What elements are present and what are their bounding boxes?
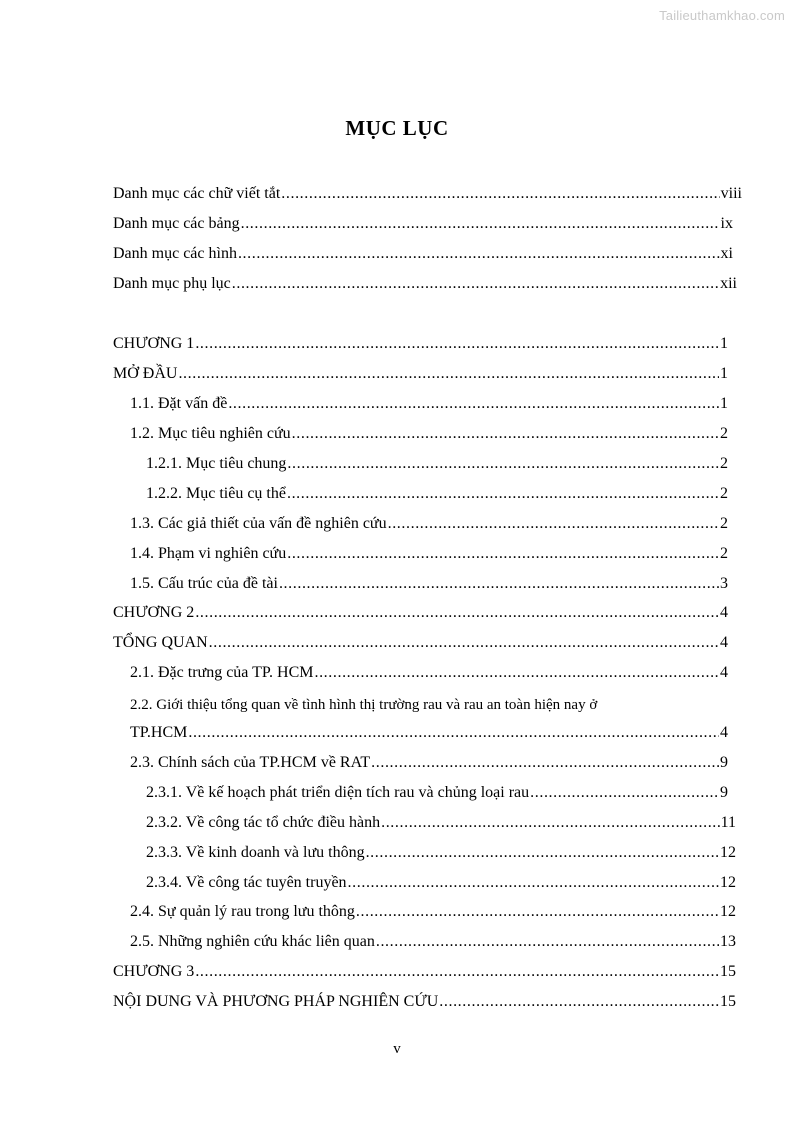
toc-entry-page: 9: [720, 754, 728, 771]
toc-entry-label: 1.4. Phạm vi nghiên cứu: [130, 545, 287, 562]
toc-entry[interactable]: [113, 634, 728, 652]
toc-entry-label: 1.2. Mục tiêu nghiên cứu: [130, 425, 291, 442]
toc-entry[interactable]: [130, 515, 728, 533]
toc-entry[interactable]: [113, 185, 742, 203]
toc-entry[interactable]: [146, 874, 736, 892]
toc-entry-label: 2.5. Những nghiên cứu khác liên quan: [130, 933, 375, 950]
toc-entry[interactable]: [130, 664, 728, 682]
toc-entry[interactable]: [113, 245, 733, 263]
toc-leader-dots: [376, 933, 719, 951]
toc-leader-dots: [232, 275, 719, 293]
toc-entry-page: 2: [720, 515, 728, 532]
toc-entry-page: 9: [720, 784, 728, 801]
toc-entry-label: 1.2.2. Mục tiêu cụ thể: [146, 485, 286, 502]
toc-entry-label: 2.3.4. Về công tác tuyên truyền: [146, 874, 347, 891]
toc-leader-dots: [228, 395, 719, 413]
toc-entry-page: xii: [720, 275, 737, 292]
toc-entry[interactable]: [113, 963, 736, 981]
toc-entry-page: 1: [720, 335, 728, 352]
toc-entry[interactable]: [146, 844, 736, 862]
toc-leader-dots: [530, 784, 719, 802]
toc-entry-page: 2: [720, 425, 728, 442]
toc-entry[interactable]: [130, 903, 736, 921]
toc-leader-dots: [241, 215, 720, 233]
toc-leader-dots: [287, 455, 719, 473]
toc-entry-label: 1.3. Các giả thiết của vấn đề nghiên cứu: [130, 515, 387, 532]
toc-entry[interactable]: [146, 485, 728, 503]
toc-entry-label: TP.HCM: [130, 724, 188, 741]
toc-entry-wrapped-label[interactable]: 2.2. Giới thiệu tổng quan về tình hình thị trường rau và rau an toàn hiện nay ở: [130, 697, 598, 713]
toc-leader-dots: [348, 874, 719, 892]
toc-leader-dots: [381, 814, 720, 832]
toc-entry[interactable]: [130, 425, 728, 443]
toc-leader-dots: [292, 425, 719, 443]
toc-entry-label: Danh mục các chữ viết tắt: [113, 185, 281, 202]
toc-leader-dots: [287, 545, 719, 563]
toc-entry[interactable]: [130, 395, 728, 413]
toc-entry[interactable]: [130, 575, 728, 593]
toc-entry-label: 1.1. Đặt vấn đề: [130, 395, 228, 412]
toc-entry[interactable]: [113, 365, 728, 383]
toc-entry-label: CHƯƠNG 1: [113, 335, 195, 352]
toc-entry[interactable]: [146, 455, 728, 473]
toc-leader-dots: [188, 724, 719, 742]
toc-leader-dots: [281, 185, 719, 203]
toc-entry-label: 1.5. Cấu trúc của đề tài: [130, 575, 278, 592]
toc-leader-dots: [287, 485, 719, 503]
toc-leader-dots: [366, 844, 719, 862]
toc-entry-label: 2.3.3. Về kinh doanh và lưu thông: [146, 844, 365, 861]
toc-entry-label: 2.3.1. Về kế hoạch phát triển diện tích rau và chủng loại rau: [146, 784, 530, 801]
toc-entry-page: 4: [720, 664, 728, 681]
toc-entry-label: 2.4. Sự quản lý rau trong lưu thông: [130, 903, 355, 920]
toc-entry-label: TỔNG QUAN: [113, 634, 208, 651]
toc-entry-page: 4: [720, 724, 728, 741]
toc-entry-page: 15: [720, 963, 736, 980]
toc-leader-dots: [388, 515, 719, 533]
toc-leader-dots: [209, 634, 719, 652]
toc-entry-label: NỘI DUNG VÀ PHƯƠNG PHÁP NGHIÊN CỨU: [113, 993, 439, 1010]
toc-entry-page: 1: [720, 365, 728, 382]
toc-entry[interactable]: [113, 335, 728, 353]
toc-entry-page: 12: [720, 903, 736, 920]
toc-entry-label: 2.1. Đặc trưng của TP. HCM: [130, 664, 314, 681]
toc-entry-label: Danh mục phụ lục: [113, 275, 231, 292]
toc-entry-label: CHƯƠNG 3: [113, 963, 195, 980]
toc-entry-page: 11: [720, 814, 736, 831]
toc-entry[interactable]: [113, 215, 733, 233]
toc-leader-dots: [314, 664, 719, 682]
toc-entry[interactable]: [130, 754, 728, 772]
toc-leader-dots: [356, 903, 719, 921]
toc-entry-page: 2: [720, 545, 728, 562]
toc-entry-page: 2: [720, 485, 728, 502]
toc-leader-dots: [371, 754, 719, 772]
toc-entry[interactable]: [146, 784, 728, 802]
toc-entry-page: ix: [720, 215, 733, 232]
page-number: v: [393, 1041, 401, 1057]
toc-entry-page: 4: [720, 634, 728, 651]
toc-leader-dots: [195, 604, 719, 622]
toc-entry[interactable]: [130, 545, 728, 563]
toc-entry-label: 1.2.1. Mục tiêu chung: [146, 455, 287, 472]
toc-entry[interactable]: [130, 933, 736, 951]
toc-entry-label: MỞ ĐẦU: [113, 365, 178, 382]
toc-leader-dots: [195, 963, 719, 981]
toc-entry-page: 2: [720, 455, 728, 472]
toc-entry-label: Danh mục các hình: [113, 245, 237, 262]
toc-entry[interactable]: [113, 275, 737, 293]
toc-entry[interactable]: [146, 814, 736, 832]
toc-entry-label: CHƯƠNG 2: [113, 604, 195, 621]
toc-entry-label: Danh mục các bảng: [113, 215, 240, 232]
toc-entry[interactable]: [113, 993, 736, 1011]
toc-leader-dots: [195, 335, 719, 353]
toc-entry-page: 15: [720, 993, 736, 1010]
toc-entry-page: 3: [720, 575, 728, 592]
toc-entry-page: 13: [720, 933, 736, 950]
toc-leader-dots: [238, 245, 720, 263]
toc-leader-dots: [279, 575, 719, 593]
toc-entry[interactable]: [130, 724, 728, 742]
page-title: MỤC LỤC: [345, 116, 449, 140]
toc-entry-page: viii: [720, 185, 742, 202]
toc-entry-page: 1: [720, 395, 728, 412]
toc-leader-dots: [439, 993, 719, 1011]
toc-entry-page: 12: [720, 844, 736, 861]
toc-entry-page: 12: [720, 874, 736, 891]
watermark: Tailieuthamkhao.com: [659, 8, 785, 23]
toc-entry-page: xi: [720, 245, 733, 262]
toc-leader-dots: [178, 365, 719, 383]
toc-entry-label: 2.3. Chính sách của TP.HCM về RAT: [130, 754, 371, 771]
toc-entry[interactable]: [113, 604, 728, 622]
toc-entry-label: 2.3.2. Về công tác tổ chức điều hành: [146, 814, 381, 831]
toc-entry-page: 4: [720, 604, 728, 621]
